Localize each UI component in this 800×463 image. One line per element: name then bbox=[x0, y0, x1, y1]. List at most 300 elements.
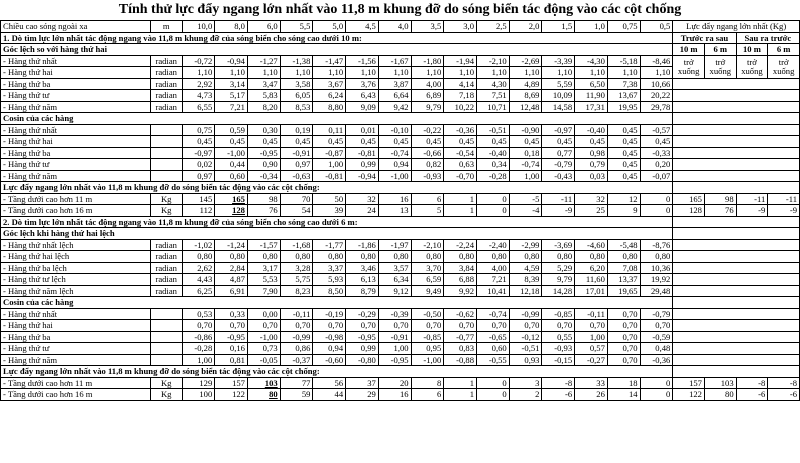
value-cell: 0,70 bbox=[313, 320, 346, 332]
value-cell: 9,42 bbox=[378, 101, 411, 113]
value-cell: 2,92 bbox=[182, 78, 215, 90]
value-cell: 0,33 bbox=[215, 308, 248, 320]
table-row bbox=[1, 159, 800, 171]
value-cell: 6,88 bbox=[444, 274, 477, 286]
section-title: 2. Dò tìm lực lớn nhất tác động ngang vào 11,8 m khung đỡ của sóng biển cho sóng cao dưới 6 m: bbox=[1, 216, 673, 228]
value-cell: 1,10 bbox=[182, 67, 215, 79]
value-cell: -5,48 bbox=[607, 239, 640, 251]
value-cell: 7,90 bbox=[247, 285, 280, 297]
value-cell: 7,38 bbox=[607, 78, 640, 90]
value-cell: 0,48 bbox=[640, 343, 673, 355]
table-row bbox=[1, 124, 800, 136]
value-cell: 3,46 bbox=[346, 262, 379, 274]
value-cell: 1,10 bbox=[411, 67, 444, 79]
subsection-row bbox=[1, 366, 800, 378]
value-cell: 26 bbox=[575, 389, 608, 401]
unit-cell: radian bbox=[150, 239, 182, 251]
row-label: - Hàng thứ năm bbox=[1, 354, 151, 366]
value-cell: 0 bbox=[640, 389, 673, 401]
value-cell: 5,59 bbox=[542, 78, 575, 90]
force-col-header: 6 m bbox=[704, 44, 736, 56]
value-cell: 0,77 bbox=[542, 147, 575, 159]
force-result-cell: -11 bbox=[768, 193, 800, 205]
value-cell: -0,74 bbox=[477, 308, 510, 320]
value-cell: -1,67 bbox=[378, 55, 411, 67]
value-cell: -0,28 bbox=[477, 170, 510, 182]
value-cell: 0,70 bbox=[182, 320, 215, 332]
section-title-row bbox=[1, 216, 800, 228]
empty-cell bbox=[673, 354, 800, 366]
value-cell: -1,86 bbox=[346, 239, 379, 251]
value-cell: -0,95 bbox=[378, 354, 411, 366]
value-cell: 0,80 bbox=[411, 251, 444, 263]
value-cell: 25 bbox=[575, 205, 608, 217]
value-cell: -1,00 bbox=[215, 147, 248, 159]
row-label: - Hàng thứ ba bbox=[1, 331, 151, 343]
value-cell: 0 bbox=[477, 205, 510, 217]
row-label: - Hàng thứ hai bbox=[1, 67, 151, 79]
value-cell: 1,10 bbox=[280, 67, 313, 79]
value-cell: 5,83 bbox=[247, 90, 280, 102]
value-cell: 0,45 bbox=[280, 136, 313, 148]
value-cell: -1,47 bbox=[313, 55, 346, 67]
value-cell: -0,72 bbox=[182, 55, 215, 67]
value-cell: -0,05 bbox=[247, 354, 280, 366]
value-cell: -1,57 bbox=[247, 239, 280, 251]
empty-cell bbox=[673, 216, 800, 228]
value-cell: -0,74 bbox=[509, 159, 542, 171]
value-cell: 8 bbox=[411, 377, 444, 389]
value-cell: 4,00 bbox=[411, 78, 444, 90]
value-cell: 0 bbox=[477, 377, 510, 389]
value-cell: 6,43 bbox=[346, 90, 379, 102]
unit-cell: radian bbox=[150, 262, 182, 274]
row-label: - Hàng thứ năm lệch bbox=[1, 285, 151, 297]
value-cell: 1,00 bbox=[313, 159, 346, 171]
value-cell: 6 bbox=[411, 389, 444, 401]
value-cell: 32 bbox=[575, 193, 608, 205]
value-cell: 4,43 bbox=[182, 274, 215, 286]
value-cell: 0,70 bbox=[378, 320, 411, 332]
value-cell: -4 bbox=[509, 205, 542, 217]
value-cell: 0,70 bbox=[607, 343, 640, 355]
value-cell: 19,95 bbox=[607, 101, 640, 113]
value-cell: 0 bbox=[640, 205, 673, 217]
value-cell: 0,45 bbox=[215, 136, 248, 148]
value-cell: 6,34 bbox=[378, 274, 411, 286]
empty-cell bbox=[673, 78, 800, 90]
value-cell: -4,30 bbox=[575, 55, 608, 67]
value-cell: -1,02 bbox=[182, 239, 215, 251]
value-cell: 0,80 bbox=[247, 251, 280, 263]
value-cell: 13,67 bbox=[607, 90, 640, 102]
table-row bbox=[1, 136, 800, 148]
wave-height-cell: 0,5 bbox=[640, 21, 673, 33]
value-cell: -6 bbox=[542, 389, 575, 401]
empty-cell bbox=[673, 90, 800, 102]
value-cell: 10,71 bbox=[477, 101, 510, 113]
value-cell: -0,94 bbox=[346, 170, 379, 182]
value-cell: 8,69 bbox=[509, 90, 542, 102]
value-cell: 5 bbox=[411, 205, 444, 217]
value-cell: -0,93 bbox=[411, 170, 444, 182]
value-cell: 12,48 bbox=[509, 101, 542, 113]
value-cell: 10,36 bbox=[640, 262, 673, 274]
value-cell: 7,21 bbox=[477, 274, 510, 286]
empty-cell bbox=[673, 297, 800, 309]
row-label: - Hàng thứ nhất bbox=[1, 124, 151, 136]
value-cell: 3,57 bbox=[378, 262, 411, 274]
value-cell: -0,36 bbox=[444, 124, 477, 136]
value-cell: 0,81 bbox=[215, 354, 248, 366]
table-row bbox=[1, 78, 800, 90]
value-cell: 6,50 bbox=[575, 78, 608, 90]
value-cell: -3,39 bbox=[542, 55, 575, 67]
unit-cell: radian bbox=[150, 67, 182, 79]
value-cell: 0,80 bbox=[477, 251, 510, 263]
value-cell: 0,44 bbox=[215, 159, 248, 171]
value-cell: 4,89 bbox=[509, 78, 542, 90]
value-cell: 0,70 bbox=[607, 320, 640, 332]
value-cell: 1,10 bbox=[313, 67, 346, 79]
table-row bbox=[1, 205, 800, 217]
value-cell: 0,80 bbox=[607, 251, 640, 263]
value-cell: 3,76 bbox=[346, 78, 379, 90]
wave-height-cell: 4,0 bbox=[378, 21, 411, 33]
subsection-title: Cosin của các hàng bbox=[1, 297, 673, 309]
value-cell: -0,22 bbox=[411, 124, 444, 136]
table-row bbox=[1, 262, 800, 274]
value-cell: -0,80 bbox=[346, 354, 379, 366]
wave-height-label: Chiều cao sóng ngoài xa bbox=[1, 21, 151, 33]
value-cell: 0,70 bbox=[509, 320, 542, 332]
value-cell: -0,70 bbox=[444, 170, 477, 182]
value-cell: 12,18 bbox=[509, 285, 542, 297]
value-cell: -1,00 bbox=[247, 331, 280, 343]
value-cell: -1,56 bbox=[346, 55, 379, 67]
table-row bbox=[1, 55, 800, 67]
value-cell: 1 bbox=[444, 377, 477, 389]
force-result-cell: 157 bbox=[673, 377, 705, 389]
value-cell: 0 bbox=[477, 389, 510, 401]
value-cell: 29,78 bbox=[640, 101, 673, 113]
value-cell: 0,45 bbox=[607, 124, 640, 136]
value-cell: 5,93 bbox=[313, 274, 346, 286]
value-cell: 0,80 bbox=[509, 251, 542, 263]
value-cell: 5,53 bbox=[247, 274, 280, 286]
value-cell: -0,93 bbox=[542, 343, 575, 355]
row-label: - Tầng dưới cao hơn 11 m bbox=[1, 193, 151, 205]
table-row bbox=[1, 239, 800, 251]
force-result-cell: 165 bbox=[673, 193, 705, 205]
value-cell: 165 bbox=[215, 193, 248, 205]
value-cell: 1 bbox=[444, 193, 477, 205]
value-cell: 0,80 bbox=[640, 251, 673, 263]
value-cell: 39 bbox=[313, 205, 346, 217]
value-cell: -0,95 bbox=[346, 331, 379, 343]
value-cell: 1,10 bbox=[346, 67, 379, 79]
value-cell: -0,11 bbox=[575, 308, 608, 320]
value-cell: 11,60 bbox=[575, 274, 608, 286]
value-cell: 3,87 bbox=[378, 78, 411, 90]
value-cell: 5,17 bbox=[215, 90, 248, 102]
value-cell: 0,16 bbox=[215, 343, 248, 355]
value-cell: 1,10 bbox=[444, 67, 477, 79]
value-cell: 3,37 bbox=[313, 262, 346, 274]
value-cell: -0,34 bbox=[247, 170, 280, 182]
unit-cell: radian bbox=[150, 55, 182, 67]
value-cell: 37 bbox=[346, 377, 379, 389]
empty-cell bbox=[150, 147, 182, 159]
force-col-header: 10 m bbox=[736, 44, 768, 56]
value-cell: 0 bbox=[477, 193, 510, 205]
value-cell: 0,60 bbox=[215, 170, 248, 182]
value-cell: 9,12 bbox=[378, 285, 411, 297]
value-cell: -0,85 bbox=[411, 331, 444, 343]
value-cell: 0,80 bbox=[378, 251, 411, 263]
value-cell: 0,30 bbox=[247, 124, 280, 136]
value-cell: -0,60 bbox=[313, 354, 346, 366]
table-row bbox=[1, 377, 800, 389]
value-cell: 14,28 bbox=[542, 285, 575, 297]
empty-cell bbox=[673, 124, 800, 136]
value-cell: 0,70 bbox=[607, 308, 640, 320]
value-cell: 0,98 bbox=[575, 147, 608, 159]
value-cell: 0,80 bbox=[182, 251, 215, 263]
table-row bbox=[1, 308, 800, 320]
value-cell: 80 bbox=[247, 389, 280, 401]
value-cell: -3,69 bbox=[542, 239, 575, 251]
value-cell: 1,00 bbox=[378, 343, 411, 355]
value-cell: 0,93 bbox=[509, 354, 542, 366]
value-cell: -0,97 bbox=[542, 124, 575, 136]
force-result-cell: 76 bbox=[704, 205, 736, 217]
section-title-row bbox=[1, 32, 800, 44]
value-cell: 0,97 bbox=[182, 170, 215, 182]
value-cell: 0,45 bbox=[477, 136, 510, 148]
empty-cell bbox=[673, 239, 800, 251]
value-cell: 0,45 bbox=[607, 136, 640, 148]
value-cell: 0,45 bbox=[411, 136, 444, 148]
empty-cell bbox=[673, 285, 800, 297]
value-cell: -0,87 bbox=[313, 147, 346, 159]
wave-height-cell: 3,0 bbox=[444, 21, 477, 33]
value-cell: -2,40 bbox=[477, 239, 510, 251]
row-label: - Tầng dưới cao hơn 16 m bbox=[1, 389, 151, 401]
force-result-cell: -11 bbox=[736, 193, 768, 205]
value-cell: -1,94 bbox=[444, 55, 477, 67]
value-cell: 0,57 bbox=[575, 343, 608, 355]
value-cell: 8,50 bbox=[313, 285, 346, 297]
value-cell: -0,91 bbox=[280, 147, 313, 159]
value-cell: -0,54 bbox=[444, 147, 477, 159]
value-cell: 112 bbox=[182, 205, 215, 217]
force-result-cell: -8 bbox=[768, 377, 800, 389]
value-cell: 9 bbox=[607, 205, 640, 217]
row-label: - Hàng thứ nhất bbox=[1, 308, 151, 320]
value-cell: 0,75 bbox=[182, 124, 215, 136]
value-cell: 6,05 bbox=[280, 90, 313, 102]
empty-cell bbox=[150, 170, 182, 182]
value-cell: 59 bbox=[280, 389, 313, 401]
value-cell: 0,45 bbox=[346, 136, 379, 148]
value-cell: 8,53 bbox=[280, 101, 313, 113]
wave-height-cell: 1,0 bbox=[575, 21, 608, 33]
value-cell: 1 bbox=[444, 389, 477, 401]
table-row bbox=[1, 193, 800, 205]
value-cell: 0,45 bbox=[575, 136, 608, 148]
table-row bbox=[1, 90, 800, 102]
value-cell: 24 bbox=[346, 205, 379, 217]
empty-cell bbox=[673, 228, 800, 240]
wave-height-cell: 2,0 bbox=[509, 21, 542, 33]
value-cell: 122 bbox=[215, 389, 248, 401]
value-cell: 0,45 bbox=[607, 147, 640, 159]
value-cell: -0,29 bbox=[346, 308, 379, 320]
value-cell: -0,55 bbox=[477, 354, 510, 366]
value-cell: -0,15 bbox=[542, 354, 575, 366]
value-cell: 103 bbox=[247, 377, 280, 389]
value-cell: 70 bbox=[280, 193, 313, 205]
value-cell: 1 bbox=[444, 205, 477, 217]
unit-cell: Kg bbox=[150, 389, 182, 401]
value-cell: 3 bbox=[509, 377, 542, 389]
table-row bbox=[1, 320, 800, 332]
value-cell: 18 bbox=[607, 377, 640, 389]
empty-cell bbox=[673, 101, 800, 113]
value-cell: 145 bbox=[182, 193, 215, 205]
value-cell: -1,27 bbox=[247, 55, 280, 67]
value-cell: -0,37 bbox=[280, 354, 313, 366]
value-cell: 157 bbox=[215, 377, 248, 389]
empty-cell bbox=[150, 124, 182, 136]
value-cell: -1,68 bbox=[280, 239, 313, 251]
value-cell: 0,70 bbox=[411, 320, 444, 332]
force-result-cell: -9 bbox=[768, 205, 800, 217]
value-cell: 0,34 bbox=[477, 159, 510, 171]
value-cell: 0,60 bbox=[477, 343, 510, 355]
direction-before: Trước ra sau bbox=[673, 32, 736, 44]
wave-height-cell: 10,0 bbox=[182, 21, 215, 33]
value-cell: -0,99 bbox=[280, 331, 313, 343]
section-title: 1. Dò tìm lực lớn nhất tác động ngang vào 11,8 m khung đỡ của sóng biển cho sóng cao dưới 10 m: bbox=[1, 32, 673, 44]
empty-cell bbox=[150, 136, 182, 148]
value-cell: -0,36 bbox=[640, 354, 673, 366]
value-cell: -0,43 bbox=[542, 170, 575, 182]
value-cell: -8 bbox=[542, 377, 575, 389]
value-cell: 0,80 bbox=[313, 251, 346, 263]
value-cell: 0,86 bbox=[280, 343, 313, 355]
value-cell: 7,51 bbox=[477, 90, 510, 102]
value-cell: 0,80 bbox=[346, 251, 379, 263]
row-label: - Hàng thứ ba lệch bbox=[1, 262, 151, 274]
row-label: - Hàng thứ năm bbox=[1, 170, 151, 182]
value-cell: 14,58 bbox=[542, 101, 575, 113]
force-result-cell: 128 bbox=[673, 205, 705, 217]
force-result-cell: -8 bbox=[736, 377, 768, 389]
value-cell: -5,18 bbox=[607, 55, 640, 67]
value-cell: -0,59 bbox=[640, 331, 673, 343]
value-cell: 33 bbox=[575, 377, 608, 389]
force-result-cell: 103 bbox=[704, 377, 736, 389]
value-cell: -1,77 bbox=[313, 239, 346, 251]
value-cell: 7,18 bbox=[444, 90, 477, 102]
value-cell: 0,70 bbox=[607, 331, 640, 343]
value-cell: 0,63 bbox=[444, 159, 477, 171]
value-cell: 6,64 bbox=[378, 90, 411, 102]
value-cell: 19,92 bbox=[640, 274, 673, 286]
table-row bbox=[1, 274, 800, 286]
value-cell: 6,59 bbox=[411, 274, 444, 286]
empty-cell bbox=[673, 308, 800, 320]
value-cell: -11 bbox=[542, 193, 575, 205]
value-cell: -0,99 bbox=[509, 308, 542, 320]
value-cell: -2,69 bbox=[509, 55, 542, 67]
value-cell: 3,17 bbox=[247, 262, 280, 274]
value-cell: -0,95 bbox=[215, 331, 248, 343]
value-cell: -0,39 bbox=[378, 308, 411, 320]
value-cell: 6,24 bbox=[313, 90, 346, 102]
value-cell: 44 bbox=[313, 389, 346, 401]
subsection-row bbox=[1, 182, 800, 194]
table-row bbox=[1, 285, 800, 297]
force-header: Lực đẩy ngang lớn nhất (Kg) bbox=[673, 21, 800, 33]
subsection-title: Lực đẩy ngang lớn nhất vào 11,8 m khung đỡ do sóng biển tác động vào các cột chống: bbox=[1, 182, 673, 194]
empty-cell bbox=[150, 331, 182, 343]
subsection-row bbox=[1, 113, 800, 125]
value-cell: 29,48 bbox=[640, 285, 673, 297]
value-cell: 0,70 bbox=[607, 354, 640, 366]
value-cell: -0,28 bbox=[182, 343, 215, 355]
value-cell: 9,49 bbox=[411, 285, 444, 297]
value-cell: 2,62 bbox=[182, 262, 215, 274]
value-cell: 0,70 bbox=[542, 320, 575, 332]
value-cell: 16 bbox=[378, 389, 411, 401]
value-cell: 6,89 bbox=[411, 90, 444, 102]
value-cell: 0,59 bbox=[215, 124, 248, 136]
row-label: - Hàng thứ tư bbox=[1, 90, 151, 102]
value-cell: 0,70 bbox=[346, 320, 379, 332]
value-cell: 20,22 bbox=[640, 90, 673, 102]
value-cell: -0,95 bbox=[247, 147, 280, 159]
value-cell: 10,22 bbox=[444, 101, 477, 113]
value-cell: 6 bbox=[411, 193, 444, 205]
value-cell: 0,45 bbox=[247, 136, 280, 148]
empty-cell bbox=[673, 182, 800, 194]
value-cell: -2,10 bbox=[477, 55, 510, 67]
value-cell: 6,55 bbox=[182, 101, 215, 113]
value-cell: -0,91 bbox=[378, 331, 411, 343]
value-cell: 0,80 bbox=[542, 251, 575, 263]
empty-cell bbox=[673, 331, 800, 343]
value-cell: -0,77 bbox=[444, 331, 477, 343]
value-cell: 76 bbox=[247, 205, 280, 217]
value-cell: 6,91 bbox=[215, 285, 248, 297]
force-result-cell: 122 bbox=[673, 389, 705, 401]
value-cell: 0,99 bbox=[346, 159, 379, 171]
value-cell: 3,67 bbox=[313, 78, 346, 90]
value-cell: 1,10 bbox=[477, 67, 510, 79]
wave-height-cell: 5,0 bbox=[313, 21, 346, 33]
value-cell: 9,79 bbox=[411, 101, 444, 113]
value-cell: 4,00 bbox=[477, 262, 510, 274]
value-cell: 0,45 bbox=[640, 136, 673, 148]
value-cell: 9,92 bbox=[444, 285, 477, 297]
value-cell: 0,70 bbox=[280, 320, 313, 332]
value-cell: 3,28 bbox=[280, 262, 313, 274]
value-cell: 0,55 bbox=[542, 331, 575, 343]
value-cell: 8,23 bbox=[280, 285, 313, 297]
